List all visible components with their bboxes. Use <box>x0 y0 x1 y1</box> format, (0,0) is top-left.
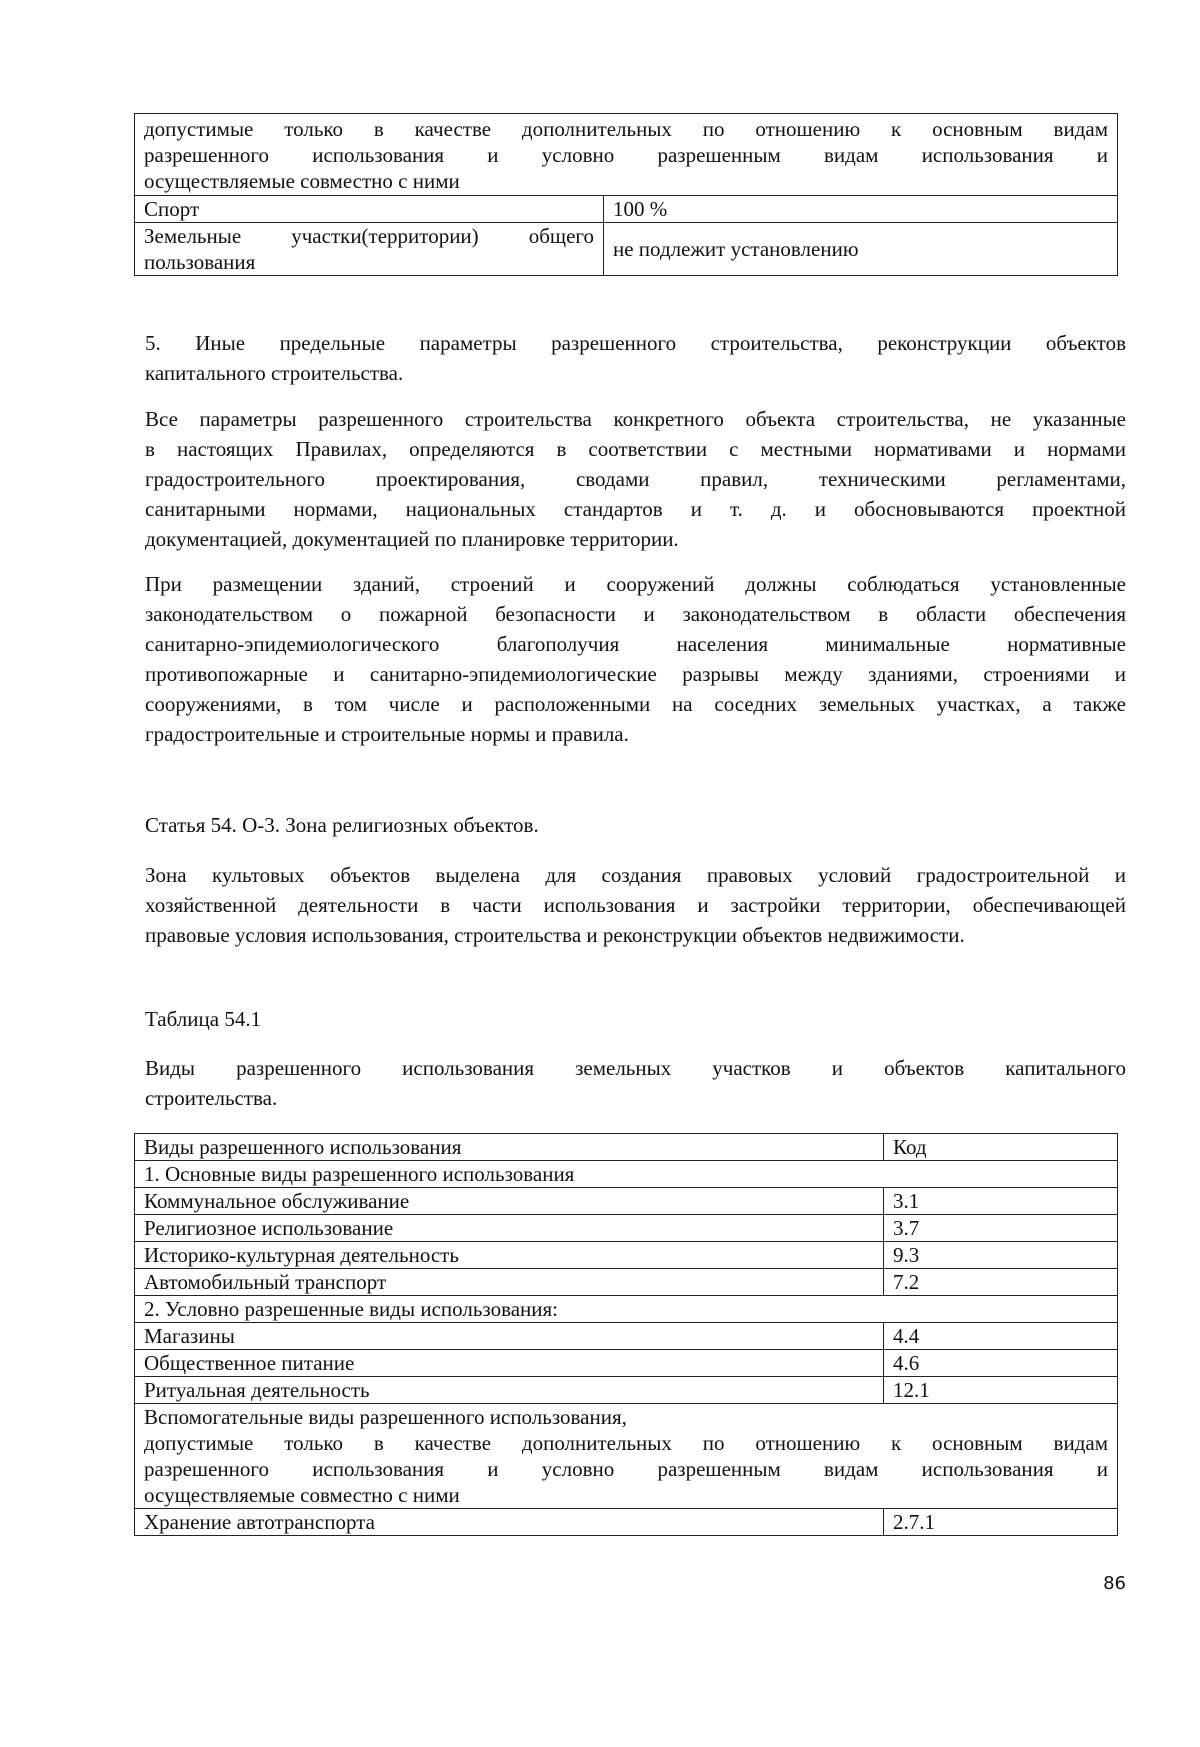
text-line: законодательством о пожарной безопасности и законодательством в области обеспечения <box>145 602 1126 626</box>
table-row <box>135 1269 1118 1296</box>
use-name-cell: Коммунальное обслуживание <box>135 1188 884 1215</box>
text-line: градостроительного проектирования, сводами правил, техническими регламентами, <box>145 467 1126 491</box>
table-row <box>135 1215 1118 1242</box>
text-line: осуществляемые совместно с ними <box>144 1483 460 1507</box>
page-number: 86 <box>1103 1573 1126 1594</box>
column-header-code: Код <box>884 1134 1118 1161</box>
use-name-cell: Автомобильный транспорт <box>135 1269 884 1296</box>
table-header-row <box>135 1134 1118 1161</box>
use-name: Земельные участки(территории) общего <box>144 224 594 248</box>
text-line: Виды разрешенного использования земельных участков и объектов капитального <box>145 1056 1126 1080</box>
table-row <box>135 1188 1118 1215</box>
table-row <box>135 1242 1118 1269</box>
article-title-text: Статья 54. О-3. Зона религиозных объектов. <box>145 813 539 837</box>
text-line: капитального строительства. <box>145 361 404 385</box>
use-code-cell: 12.1 <box>884 1377 1118 1404</box>
parameter-value-cell <box>604 223 1118 276</box>
use-name-cell <box>135 196 604 223</box>
text-line: допустимые только в качестве дополнительных по отношению к основным видам <box>144 117 1109 141</box>
main-uses-section: 1. Основные виды разрешенного использования <box>135 1161 1118 1188</box>
use-code-cell: 9.3 <box>884 1242 1118 1269</box>
parameter-value: не подлежит установлению <box>613 237 859 261</box>
use-name: пользования <box>144 250 256 274</box>
text-line: градостроительные и строительные нормы и правила. <box>145 722 629 746</box>
text-line: документацией, документацией по планировке территории. <box>145 527 679 551</box>
use-name-cell: Ритуальная деятельность <box>135 1377 884 1404</box>
article-intro <box>145 860 1126 950</box>
parameter-value: 100 % <box>613 197 668 221</box>
conditional-uses-section: 2. Условно разрешенные виды использования: <box>135 1296 1118 1323</box>
table-caption <box>145 1053 1126 1113</box>
use-code-cell: 7.2 <box>884 1269 1118 1296</box>
text-line: в настоящих Правилах, определяются в соответствии с местными нормативами и нормами <box>145 437 1126 461</box>
text-line: При размещении зданий, строений и сооружений должны соблюдаться установленные <box>145 572 1126 596</box>
text-line: санитарно-эпидемиологического благополучия населения минимальные нормативные <box>145 632 1126 656</box>
section5-paragraph-1 <box>145 404 1126 554</box>
article-title <box>145 810 1126 840</box>
use-name: Спорт <box>144 197 200 221</box>
text-line: 5. Иные предельные параметры разрешенного строительства, реконструкции объектов <box>145 331 1126 355</box>
text-line: Зона культовых объектов выделена для создания правовых условий градостроительной и <box>145 863 1126 887</box>
auxiliary-uses-section <box>135 1404 1118 1509</box>
section5-paragraph-2 <box>145 569 1126 749</box>
section5-heading <box>145 328 1126 388</box>
use-name-cell: Магазины <box>135 1323 884 1350</box>
table-row <box>135 223 1118 276</box>
text-line: разрешенного использования и условно разрешенным видам использования и <box>144 1457 1108 1481</box>
text-line: хозяйственной деятельности в части использования и застройки территории, обеспечивающей <box>145 893 1126 917</box>
text-line: разрешенного использования и условно разрешенным видам использования и <box>144 143 1109 167</box>
text-line: Вспомогательные виды разрешенного использования, <box>144 1405 627 1429</box>
table-section-row <box>135 1296 1118 1323</box>
parameter-value-cell <box>604 196 1118 223</box>
table-label-text: Таблица 54.1 <box>145 1007 262 1031</box>
use-code-cell: 3.7 <box>884 1215 1118 1242</box>
use-code-cell: 4.4 <box>884 1323 1118 1350</box>
text-line: допустимые только в качестве дополнительных по отношению к основным видам <box>144 1431 1108 1455</box>
table-row <box>135 1350 1118 1377</box>
text-line: Все параметры разрешенного строительства конкретного объекта строительства, не указанные <box>145 407 1126 431</box>
table-row <box>135 196 1118 223</box>
table-section-row <box>135 1161 1118 1188</box>
use-name-cell: Общественное питание <box>135 1350 884 1377</box>
use-name-cell <box>135 223 604 276</box>
table-section-row <box>135 1404 1118 1509</box>
table-section-row <box>135 114 1118 196</box>
use-code-cell: 4.6 <box>884 1350 1118 1377</box>
text-line: правовые условия использования, строительства и реконструкции объектов недвижимости. <box>145 923 965 947</box>
column-header-name: Виды разрешенного использования <box>135 1134 884 1161</box>
table-label <box>145 1004 1126 1034</box>
use-name-cell: Религиозное использование <box>135 1215 884 1242</box>
use-code-cell: 3.1 <box>884 1188 1118 1215</box>
table-row <box>135 1323 1118 1350</box>
continued-table <box>134 113 1118 276</box>
table-row <box>135 1509 1118 1536</box>
use-name-cell: Хранение автотранспорта <box>135 1509 884 1536</box>
text-line: осуществляемые совместно с ними <box>144 169 460 193</box>
text-line: противопожарные и санитарно-эпидемиологические разрывы между зданиями, строениями и <box>145 662 1126 686</box>
permitted-uses-table <box>134 1133 1118 1536</box>
text-line: строительства. <box>145 1086 278 1110</box>
text-line: сооружениями, в том числе и расположенными на соседних земельных участках, а также <box>145 692 1126 716</box>
use-name-cell: Историко-культурная деятельность <box>135 1242 884 1269</box>
table-row <box>135 1377 1118 1404</box>
auxiliary-uses-header-cell <box>135 114 1118 196</box>
text-line: санитарными нормами, национальных стандартов и т. д. и обосновываются проектной <box>145 497 1126 521</box>
use-code-cell: 2.7.1 <box>884 1509 1118 1536</box>
